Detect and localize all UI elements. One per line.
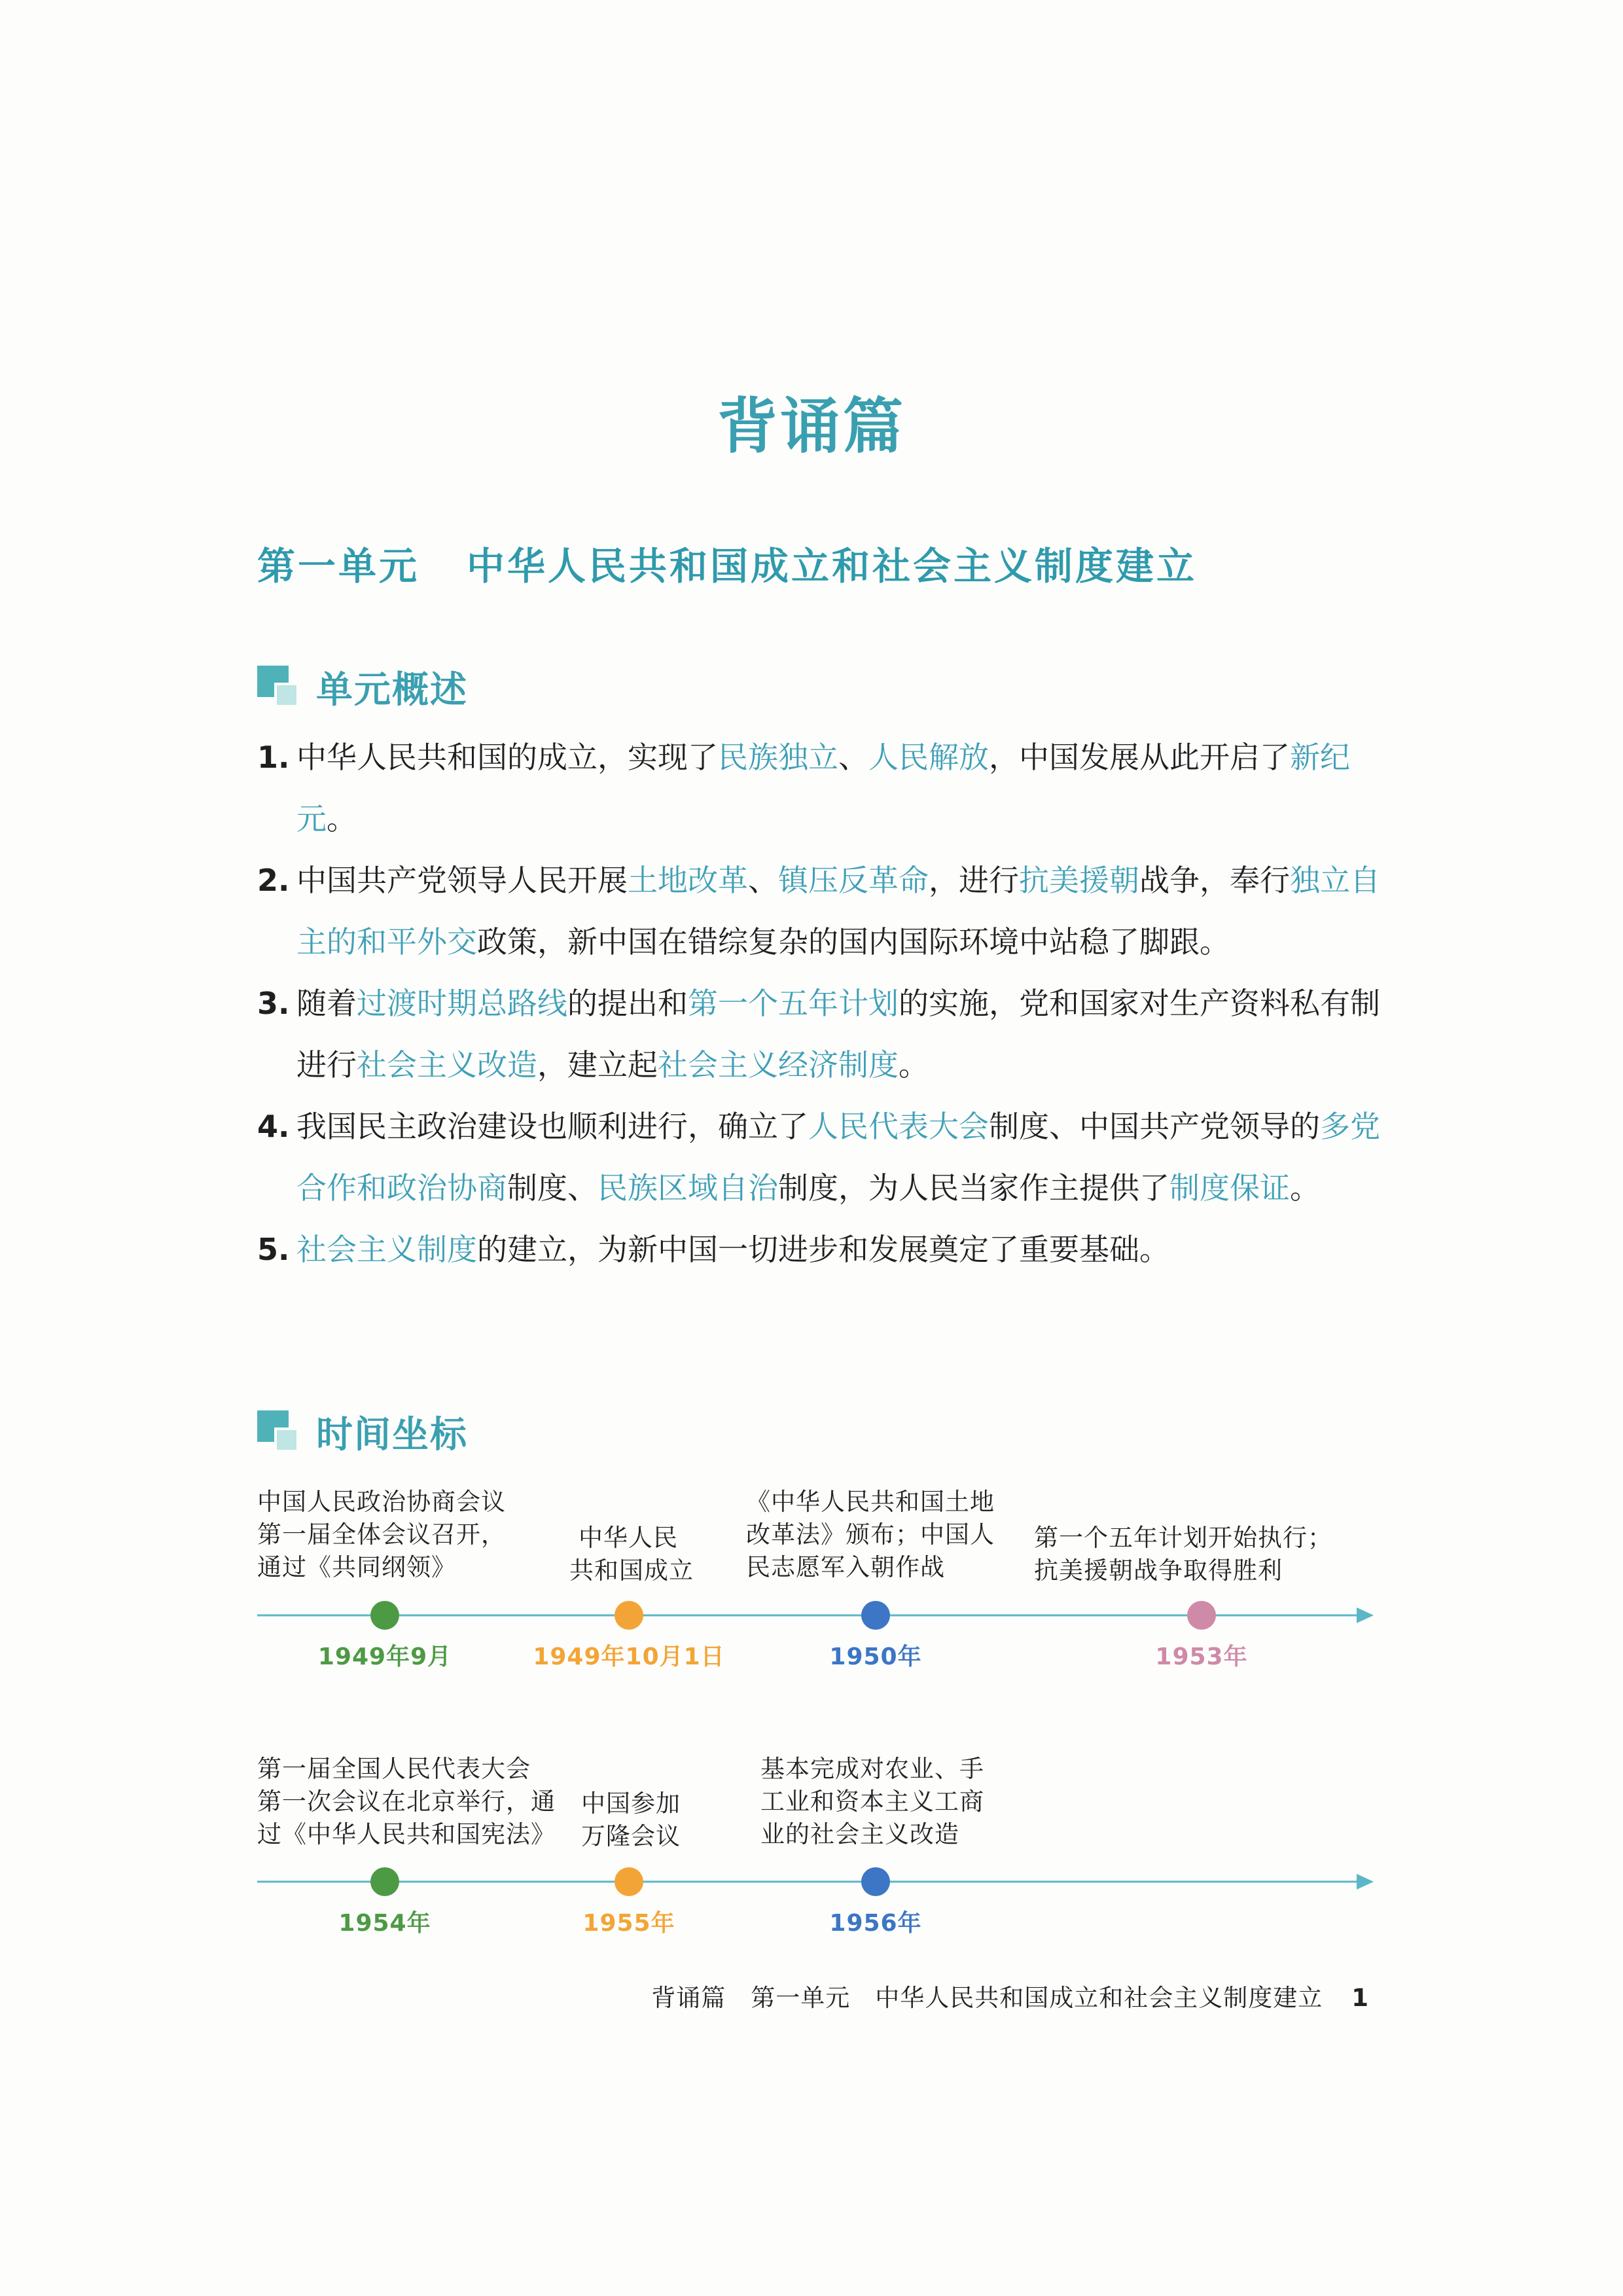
timeline-axis: [257, 1863, 1370, 1903]
overview-item: [257, 850, 1389, 973]
arrow-head-icon: [1357, 1607, 1374, 1623]
timeline-dot: [370, 1867, 399, 1896]
overview-item: [257, 1096, 1389, 1219]
overview-item-number: 2.: [257, 863, 290, 898]
timeline-event-line: 通过《共同纲领》: [257, 1553, 456, 1581]
timeline-dot: [861, 1867, 890, 1896]
overview-text: 随着: [296, 986, 357, 1021]
timeline-event-text: [257, 1753, 556, 1851]
timeline-event-line: 第一届全国人民代表大会: [257, 1755, 531, 1783]
overview-text: 制度、中国共产党领导的: [989, 1109, 1320, 1144]
footer-text: 背诵篇 第一单元 中华人民共和国成立和社会主义制度建立: [651, 1984, 1323, 2012]
unit-label: 第一单元: [257, 544, 420, 588]
timeline-event-line: 第一个五年计划开始执行；: [1034, 1524, 1332, 1552]
timeline-event-line: 共和国成立: [569, 1556, 694, 1585]
overview-text: 中华人民共和国的成立，实现了: [296, 740, 718, 775]
timeline-event-line: 工业和资本主义工商: [760, 1787, 984, 1816]
timeline-event-line: 第一届全体会议召开，: [257, 1520, 506, 1549]
key-term: 人民代表大会: [808, 1109, 989, 1144]
timeline-event-text: [760, 1753, 984, 1851]
unit-title: [257, 535, 1197, 590]
timeline-event-line: 中国参加: [581, 1789, 681, 1818]
timeline-axis-svg: [257, 1863, 1370, 1903]
timeline-event-line: 第一次会议在北京举行，通: [257, 1787, 556, 1816]
overview-heading-label: 单元概述: [316, 669, 468, 711]
section-marker-icon: [257, 666, 300, 709]
overview-item-number: 5.: [257, 1232, 290, 1267]
key-term: 社会主义经济制度: [658, 1047, 899, 1083]
timeline-year: 1953年: [1155, 1643, 1248, 1670]
overview-text: ，建立起: [537, 1047, 658, 1083]
timeline-event-text: [581, 1787, 681, 1853]
timeline-event-text: [746, 1486, 995, 1584]
timeline-event-line: 《中华人民共和国土地: [746, 1488, 995, 1516]
timeline-event-line: 万隆会议: [581, 1822, 681, 1850]
timeline-year: 1955年: [582, 1910, 675, 1937]
arrow-head-icon: [1357, 1874, 1374, 1890]
timeline-year: 1949年10月1日: [533, 1643, 725, 1670]
overview-text: 制度，为人民当家作主提供了: [778, 1170, 1169, 1206]
overview-text: 的实施，党和国家对生产资料私有制进行: [296, 986, 1380, 1083]
overview-text: 战争，奉行: [1139, 863, 1290, 898]
timeline-year: 1956年: [829, 1910, 922, 1937]
timeline-event-line: 基本完成对农业、手: [760, 1755, 984, 1783]
overview-text: ，进行: [929, 863, 1019, 898]
timeline-dot: [861, 1601, 890, 1630]
key-term: 镇压反革命: [778, 863, 929, 898]
timeline-year: 1949年9月: [317, 1643, 452, 1670]
overview-text: 我国民主政治建设也顺利进行，确立了: [296, 1109, 808, 1144]
key-term: 人民解放: [868, 740, 989, 775]
key-term: 独立自主的和平外交: [296, 863, 1380, 960]
timeline-axis-svg: [257, 1597, 1370, 1636]
timeline-year: 1954年: [338, 1910, 431, 1937]
timeline-dot: [1187, 1601, 1216, 1630]
overview-text: 的建立，为新中国一切进步和发展奠定了重要基础。: [477, 1232, 1169, 1267]
timeline-event-line: 中华人民: [579, 1524, 678, 1552]
key-term: 第一个五年计划: [688, 986, 899, 1021]
timeline-event-line: 过《中华人民共和国宪法》: [257, 1820, 556, 1848]
overview-text: 、: [838, 740, 868, 775]
overview-item-number: 1.: [257, 740, 290, 775]
timeline-event-text: [1034, 1522, 1332, 1587]
overview-text: 中国共产党领导人民开展: [296, 863, 628, 898]
timeline-dot: [615, 1867, 643, 1896]
key-term: 过渡时期总路线: [357, 986, 567, 1021]
timeline-event-line: 中国人民政治协商会议: [257, 1488, 506, 1516]
overview-text: 的提出和: [567, 986, 688, 1021]
timeline-event-line: 改革法》颁布；中国人: [746, 1520, 995, 1549]
overview-text: 制度、: [507, 1170, 597, 1206]
timeline-heading: [257, 1406, 468, 1458]
page-title: 背诵篇: [717, 391, 906, 461]
overview-text: 、: [748, 863, 778, 898]
overview-heading: [257, 661, 468, 713]
timeline-year: 1950年: [829, 1643, 922, 1670]
overview-item-number: 3.: [257, 986, 290, 1021]
key-term: 土地改革: [628, 863, 748, 898]
key-term: 民族区域自治: [597, 1170, 778, 1206]
overview-item-number: 4.: [257, 1109, 290, 1144]
section-marker-icon: [257, 1410, 300, 1454]
timeline-axis: [257, 1597, 1370, 1636]
timeline-event-text: [569, 1522, 694, 1587]
key-term: 民族独立: [718, 740, 838, 775]
timeline-dot: [370, 1601, 399, 1630]
page-number: 1: [1351, 1984, 1369, 2012]
unit-name: 中华人民共和国成立和社会主义制度建立: [467, 544, 1198, 588]
timeline-event-line: 业的社会主义改造: [760, 1820, 959, 1848]
timeline-event-line: 抗美援朝战争取得胜利: [1034, 1556, 1283, 1585]
overview-item: [257, 973, 1389, 1096]
overview-text: 。: [1290, 1170, 1320, 1206]
overview-item: [257, 726, 1389, 850]
page-footer: [651, 1978, 1369, 2013]
key-term: 社会主义制度: [296, 1232, 477, 1267]
key-term: 制度保证: [1169, 1170, 1290, 1206]
key-term: 抗美援朝: [1019, 863, 1139, 898]
overview-text: 。: [327, 801, 357, 836]
key-term: 多党合作和政治协商: [296, 1109, 1380, 1206]
key-term: 社会主义改造: [357, 1047, 537, 1083]
overview-text: 政策，新中国在错综复杂的国内国际环境中站稳了脚跟。: [477, 924, 1230, 960]
overview-item: [257, 1219, 1389, 1280]
overview-text: ，中国发展从此开启了: [989, 740, 1290, 775]
timeline-event-text: [257, 1486, 506, 1584]
timeline-heading-label: 时间坐标: [316, 1414, 468, 1456]
timeline-dot: [615, 1601, 643, 1630]
overview-text: 。: [899, 1047, 929, 1083]
key-term: 新纪元: [296, 740, 1350, 836]
timeline-event-line: 民志愿军入朝作战: [746, 1553, 945, 1581]
overview-list: [257, 726, 1389, 1280]
